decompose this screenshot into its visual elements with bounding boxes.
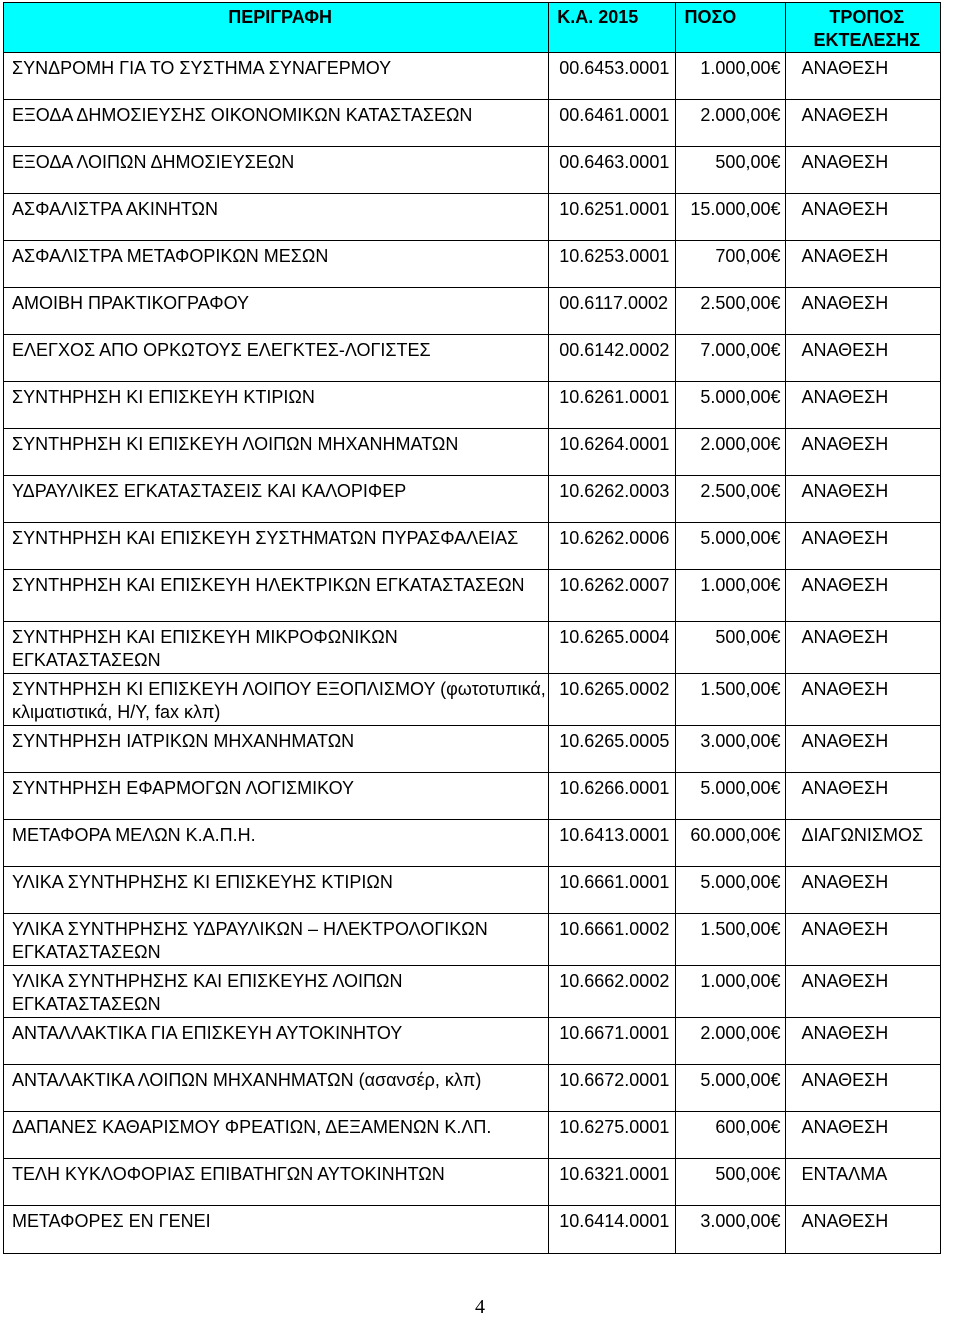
header-method-line1: ΤΡΟΠΟΣ [829, 7, 905, 27]
table-row [4, 1159, 941, 1206]
amount-cell: 2.000,00€ [676, 429, 785, 476]
amount-cell: 2.000,00€ [676, 100, 785, 147]
ka-code-cell: 00.6142.0002 [549, 335, 676, 382]
table-row [4, 820, 941, 867]
table-row [4, 622, 941, 674]
currency-symbol: € [770, 293, 781, 313]
table-row [4, 53, 941, 100]
method-cell: ΑΝΑΘΕΣΗ [785, 773, 941, 820]
table-row [4, 1065, 941, 1112]
table-row [4, 382, 941, 429]
procurement-table [3, 2, 941, 1254]
description-cell: ΑΣΦΑΛΙΣΤΡΑ ΑΚΙΝΗΤΩΝ [4, 194, 549, 241]
description-cell: ΔΑΠΑΝΕΣ ΚΑΘΑΡΙΣΜΟΥ ΦΡΕΑΤΙΩΝ, ΔΕΞΑΜΕΝΩΝ Κ.ΛΠ. [4, 1112, 549, 1159]
currency-symbol: € [770, 481, 781, 501]
ka-code-cell: 10.6321.0001 [549, 1159, 676, 1206]
amount-cell: 5.000,00€ [676, 523, 785, 570]
amount-cell: 600,00€ [676, 1112, 785, 1159]
currency-symbol: € [770, 58, 781, 78]
currency-symbol: € [770, 825, 781, 845]
currency-symbol: € [770, 1023, 781, 1043]
ka-code-cell: 10.6266.0001 [549, 773, 676, 820]
amount-cell: 2.500,00€ [676, 288, 785, 335]
amount-cell: 5.000,00€ [676, 382, 785, 429]
ka-code-cell: 10.6264.0001 [549, 429, 676, 476]
description-cell: ΣΥΝΤΗΡΗΣΗ ΚΙ ΕΠΙΣΚΕΥΗ ΛΟΙΠΩΝ ΜΗΧΑΝΗΜΑΤΩΝ [4, 429, 549, 476]
table-row [4, 1112, 941, 1159]
description-cell: ΜΕΤΑΦΟΡΑ ΜΕΛΩΝ Κ.Α.Π.Η. [4, 820, 549, 867]
currency-symbol: € [770, 1164, 781, 1184]
amount-cell: 7.000,00€ [676, 335, 785, 382]
amount-cell: 3.000,00€ [676, 1206, 785, 1254]
amount-cell: 500,00€ [676, 1159, 785, 1206]
method-cell: ΑΝΑΘΕΣΗ [785, 1112, 941, 1159]
ka-code-cell: 10.6661.0001 [549, 867, 676, 914]
ka-code-cell: 10.6662.0002 [549, 966, 676, 1018]
method-cell: ΑΝΑΘΕΣΗ [785, 1065, 941, 1112]
method-cell: ΑΝΑΘΕΣΗ [785, 335, 941, 382]
ka-code-cell: 00.6453.0001 [549, 53, 676, 100]
table-row [4, 726, 941, 773]
method-cell: ΑΝΑΘΕΣΗ [785, 523, 941, 570]
header-description: ΠΕΡΙΓΡΑΦΗ [4, 3, 549, 53]
description-cell: ΕΞΟΔΑ ΔΗΜΟΣΙΕΥΣΗΣ ΟΙΚΟΝΟΜΙΚΩΝ ΚΑΤΑΣΤΑΣΕΩΝ [4, 100, 549, 147]
description-cell: ΣΥΝΤΗΡΗΣΗ ΚΑΙ ΕΠΙΣΚΕΥΗ ΜΙΚΡΟΦΩΝΙΚΩΝ ΕΓΚΑΤΑΣΤΑΣΕΩΝ [4, 622, 549, 674]
method-cell: ΑΝΑΘΕΣΗ [785, 674, 941, 726]
amount-cell: 500,00€ [676, 622, 785, 674]
description-cell: ΑΝΤΑΛΑΚΤΙΚΑ ΛΟΙΠΩΝ ΜΗΧΑΝΗΜΑΤΩΝ (ασανσέρ, κλπ) [4, 1065, 549, 1112]
table-row [4, 288, 941, 335]
currency-symbol: € [770, 199, 781, 219]
page-number: 4 [475, 1296, 485, 1318]
description-cell: ΤΕΛΗ ΚΥΚΛΟΦΟΡΙΑΣ ΕΠΙΒΑΤΗΓΩΝ ΑΥΤΟΚΙΝΗΤΩΝ [4, 1159, 549, 1206]
currency-symbol: € [770, 434, 781, 454]
method-cell: ΑΝΑΘΕΣΗ [785, 288, 941, 335]
currency-symbol: € [770, 575, 781, 595]
method-cell: ΑΝΑΘΕΣΗ [785, 382, 941, 429]
currency-symbol: € [770, 627, 781, 647]
description-cell: ΜΕΤΑΦΟΡΕΣ ΕΝ ΓΕΝΕΙ [4, 1206, 549, 1254]
method-cell: ΑΝΑΘΕΣΗ [785, 476, 941, 523]
header-method [785, 3, 941, 53]
ka-code-cell: 10.6661.0002 [549, 914, 676, 966]
table-row [4, 523, 941, 570]
table-row [4, 966, 941, 1018]
ka-code-cell: 10.6265.0002 [549, 674, 676, 726]
ka-code-cell: 10.6265.0005 [549, 726, 676, 773]
amount-cell: 5.000,00€ [676, 1065, 785, 1112]
description-cell: ΣΥΝΔΡΟΜΗ ΓΙΑ ΤΟ ΣΥΣΤΗΜΑ ΣΥΝΑΓΕΡΜΟΥ [4, 53, 549, 100]
method-cell: ΑΝΑΘΕΣΗ [785, 100, 941, 147]
currency-symbol: € [770, 340, 781, 360]
amount-cell: 60.000,00€ [676, 820, 785, 867]
header-ka: Κ.Α. 2015 [549, 3, 676, 53]
currency-symbol: € [770, 731, 781, 751]
ka-code-cell: 10.6672.0001 [549, 1065, 676, 1112]
description-cell: ΑΜΟΙΒΗ ΠΡΑΚΤΙΚΟΓΡΑΦΟΥ [4, 288, 549, 335]
table-row [4, 241, 941, 288]
description-cell: ΑΝΤΑΛΛΑΚΤΙΚΑ ΓΙΑ ΕΠΙΣΚΕΥΗ ΑΥΤΟΚΙΝΗΤΟΥ [4, 1018, 549, 1065]
table-row [4, 867, 941, 914]
description-cell: ΣΥΝΤΗΡΗΣΗ ΕΦΑΡΜΟΓΩΝ ΛΟΓΙΣΜΙΚΟΥ [4, 773, 549, 820]
table-row [4, 674, 941, 726]
method-cell: ΑΝΑΘΕΣΗ [785, 726, 941, 773]
currency-symbol: € [770, 1117, 781, 1137]
method-cell: ΑΝΑΘΕΣΗ [785, 147, 941, 194]
header-method-line2: ΕΚΤΕΛΕΣΗΣ [813, 30, 921, 50]
amount-cell: 1.000,00€ [676, 966, 785, 1018]
description-cell: ΣΥΝΤΗΡΗΣΗ ΚΙ ΕΠΙΣΚΕΥΗ ΚΤΙΡΙΩΝ [4, 382, 549, 429]
currency-symbol: € [770, 971, 781, 991]
currency-symbol: € [770, 919, 781, 939]
currency-symbol: € [770, 387, 781, 407]
description-cell: ΥΛΙΚΑ ΣΥΝΤΗΡΗΣΗΣ ΚΑΙ ΕΠΙΣΚΕΥΗΣ ΛΟΙΠΩΝ ΕΓΚΑΤΑΣΤΑΣΕΩΝ [4, 966, 549, 1018]
description-cell: ΣΥΝΤΗΡΗΣΗ ΚΑΙ ΕΠΙΣΚΕΥΗ ΣΥΣΤΗΜΑΤΩΝ ΠΥΡΑΣΦΑΛΕΙΑΣ [4, 523, 549, 570]
ka-code-cell: 10.6253.0001 [549, 241, 676, 288]
amount-cell: 700,00€ [676, 241, 785, 288]
table-row [4, 773, 941, 820]
table-row [4, 476, 941, 523]
currency-symbol: € [770, 528, 781, 548]
method-cell: ΑΝΑΘΕΣΗ [785, 429, 941, 476]
ka-code-cell: 10.6251.0001 [549, 194, 676, 241]
currency-symbol: € [770, 872, 781, 892]
currency-symbol: € [770, 1070, 781, 1090]
currency-symbol: € [770, 778, 781, 798]
table-row [4, 100, 941, 147]
method-cell: ΑΝΑΘΕΣΗ [785, 1018, 941, 1065]
amount-cell: 5.000,00€ [676, 867, 785, 914]
ka-code-cell: 10.6413.0001 [549, 820, 676, 867]
method-cell: ΑΝΑΘΕΣΗ [785, 966, 941, 1018]
ka-code-cell: 10.6262.0006 [549, 523, 676, 570]
ka-code-cell: 10.6261.0001 [549, 382, 676, 429]
table-row [4, 429, 941, 476]
ka-code-cell: 10.6275.0001 [549, 1112, 676, 1159]
description-cell: ΑΣΦΑΛΙΣΤΡΑ ΜΕΤΑΦΟΡΙΚΩΝ ΜΕΣΩΝ [4, 241, 549, 288]
table-row [4, 335, 941, 382]
currency-symbol: € [770, 1211, 781, 1231]
method-cell: ΕΝΤΑΛΜΑ [785, 1159, 941, 1206]
amount-cell: 1.500,00€ [676, 914, 785, 966]
ka-code-cell: 00.6461.0001 [549, 100, 676, 147]
amount-cell: 2.500,00€ [676, 476, 785, 523]
table-row [4, 1018, 941, 1065]
amount-cell: 15.000,00€ [676, 194, 785, 241]
description-cell: ΕΞΟΔΑ ΛΟΙΠΩΝ ΔΗΜΟΣΙΕΥΣΕΩΝ [4, 147, 549, 194]
method-cell: ΑΝΑΘΕΣΗ [785, 53, 941, 100]
description-cell: ΥΛΙΚΑ ΣΥΝΤΗΡΗΣΗΣ ΥΔΡΑΥΛΙΚΩΝ – ΗΛΕΚΤΡΟΛΟΓΙΚΩΝ ΕΓΚΑΤΑΣΤΑΣΕΩΝ [4, 914, 549, 966]
ka-code-cell: 00.6463.0001 [549, 147, 676, 194]
currency-symbol: € [770, 679, 781, 699]
ka-code-cell: 10.6265.0004 [549, 622, 676, 674]
ka-code-cell: 10.6262.0007 [549, 570, 676, 622]
description-cell: ΣΥΝΤΗΡΗΣΗ ΚΙ ΕΠΙΣΚΕΥΗ ΛΟΙΠΟΥ ΕΞΟΠΛΙΣΜΟΥ (φωτοτυπικά, κλιματιστικά, Η/Υ, fax κλπ) [4, 674, 549, 726]
method-cell: ΑΝΑΘΕΣΗ [785, 570, 941, 622]
ka-code-cell: 00.6117.0002 [549, 288, 676, 335]
method-cell: ΑΝΑΘΕΣΗ [785, 867, 941, 914]
amount-cell: 5.000,00€ [676, 773, 785, 820]
method-cell: ΑΝΑΘΕΣΗ [785, 914, 941, 966]
method-cell: ΔΙΑΓΩΝΙΣΜΟΣ [785, 820, 941, 867]
currency-symbol: € [770, 105, 781, 125]
currency-symbol: € [770, 246, 781, 266]
header-row [4, 3, 941, 53]
description-cell: ΥΛΙΚΑ ΣΥΝΤΗΡΗΣΗΣ ΚΙ ΕΠΙΣΚΕΥΗΣ ΚΤΙΡΙΩΝ [4, 867, 549, 914]
table-row [4, 147, 941, 194]
method-cell: ΑΝΑΘΕΣΗ [785, 622, 941, 674]
ka-code-cell: 10.6262.0003 [549, 476, 676, 523]
description-cell: ΣΥΝΤΗΡΗΣΗ ΚΑΙ ΕΠΙΣΚΕΥΗ ΗΛΕΚΤΡΙΚΩΝ ΕΓΚΑΤΑΣΤΑΣΕΩΝ [4, 570, 549, 622]
table-row [4, 1206, 941, 1254]
table-row [4, 570, 941, 622]
currency-symbol: € [770, 152, 781, 172]
table-body [4, 53, 941, 1254]
amount-cell: 3.000,00€ [676, 726, 785, 773]
amount-cell: 1.000,00€ [676, 53, 785, 100]
table-row [4, 914, 941, 966]
table-row [4, 194, 941, 241]
ka-code-cell: 10.6414.0001 [549, 1206, 676, 1254]
amount-cell: 500,00€ [676, 147, 785, 194]
method-cell: ΑΝΑΘΕΣΗ [785, 1206, 941, 1254]
description-cell: ΣΥΝΤΗΡΗΣΗ ΙΑΤΡΙΚΩΝ ΜΗΧΑΝΗΜΑΤΩΝ [4, 726, 549, 773]
amount-cell: 1.000,00€ [676, 570, 785, 622]
header-amount: ΠΟΣΟ [676, 3, 785, 53]
description-cell: ΥΔΡΑΥΛΙΚΕΣ ΕΓΚΑΤΑΣΤΑΣΕΙΣ ΚΑΙ ΚΑΛΟΡΙΦΕΡ [4, 476, 549, 523]
description-cell: ΕΛΕΓΧΟΣ ΑΠΟ ΟΡΚΩΤΟΥΣ ΕΛΕΓΚΤΕΣ-ΛΟΓΙΣΤΕΣ [4, 335, 549, 382]
amount-cell: 1.500,00€ [676, 674, 785, 726]
amount-cell: 2.000,00€ [676, 1018, 785, 1065]
ka-code-cell: 10.6671.0001 [549, 1018, 676, 1065]
method-cell: ΑΝΑΘΕΣΗ [785, 241, 941, 288]
method-cell: ΑΝΑΘΕΣΗ [785, 194, 941, 241]
